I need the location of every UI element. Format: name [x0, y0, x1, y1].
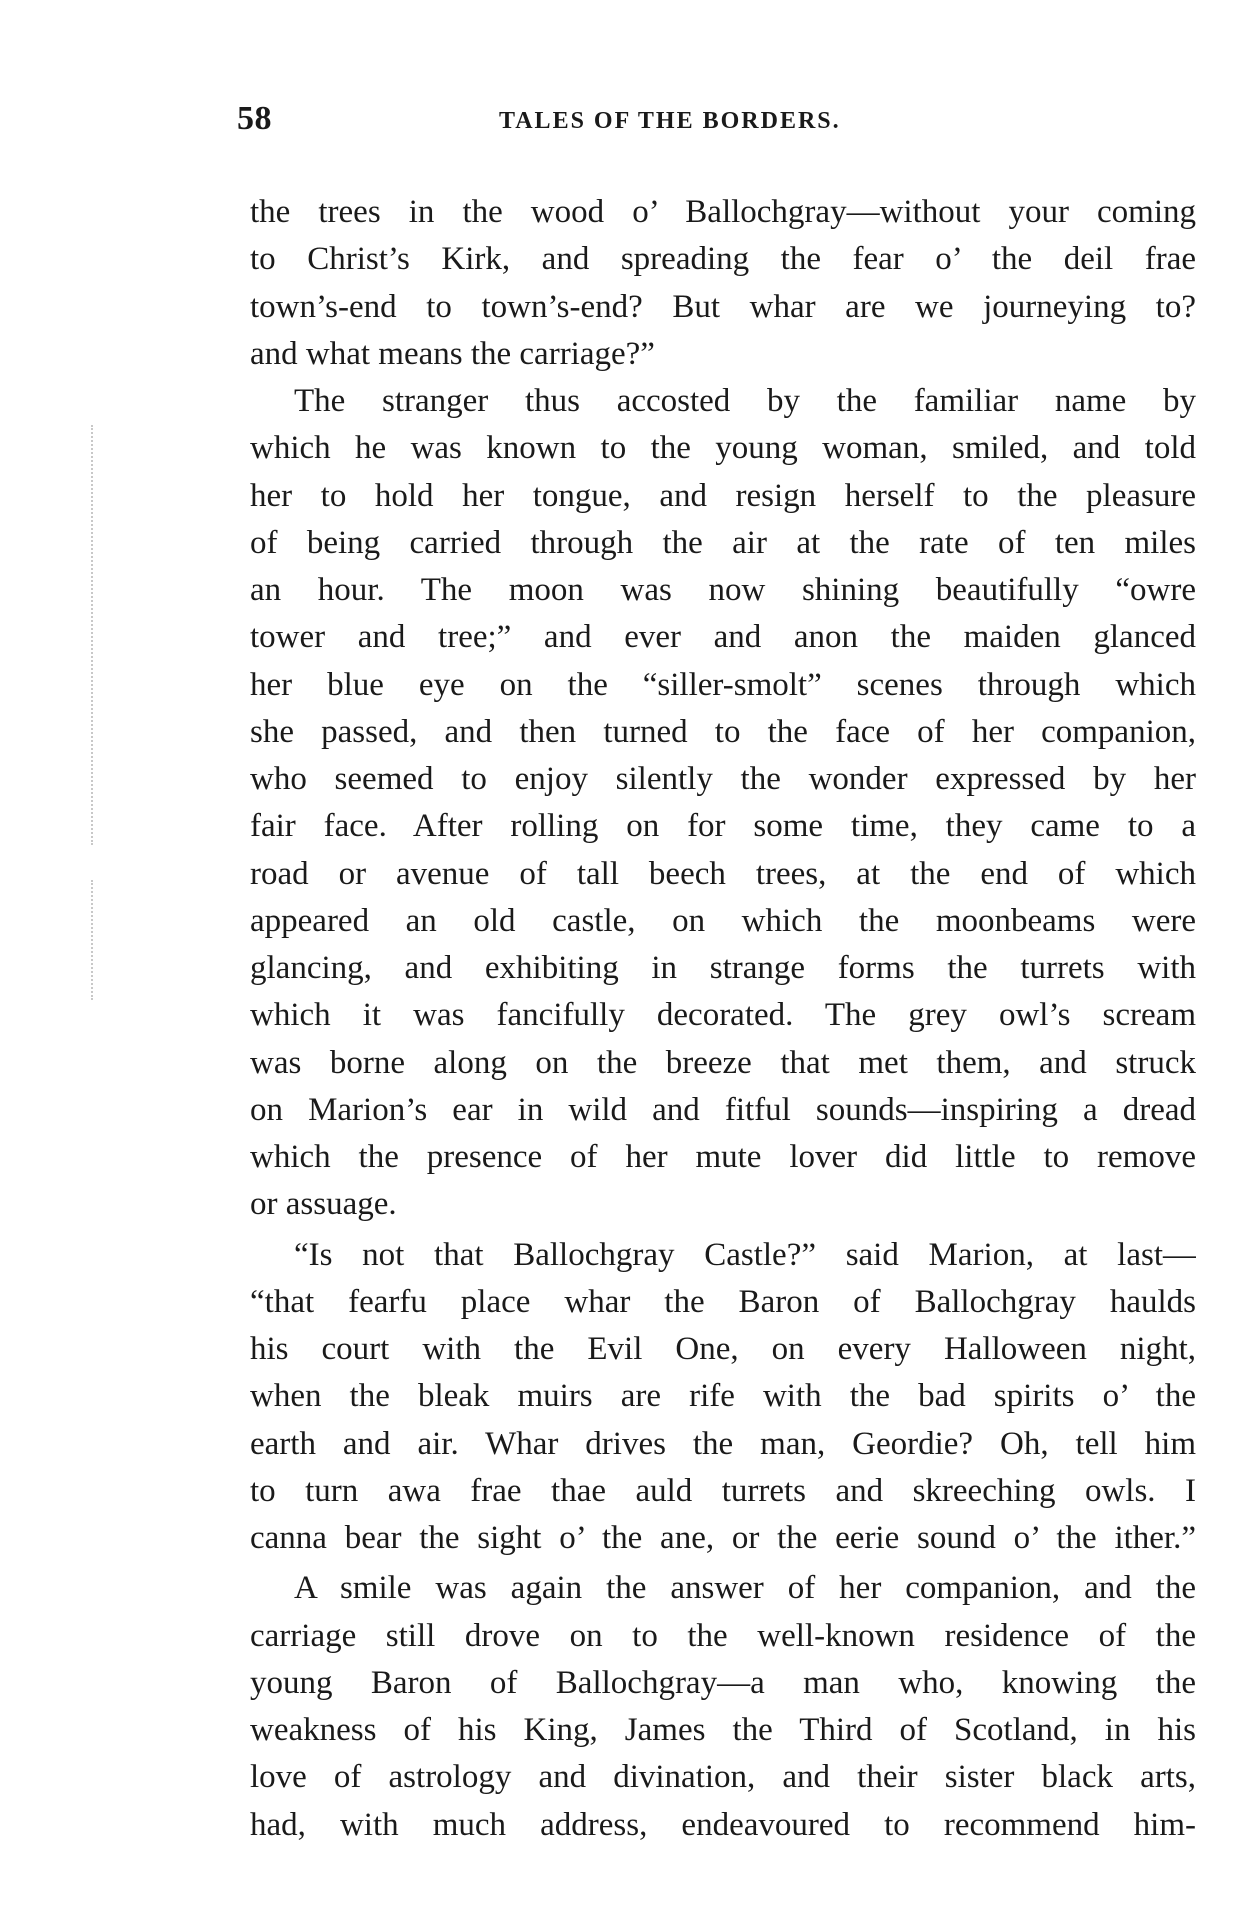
- text-line: road or avenue of tall beech trees, at the end of which: [250, 855, 1196, 892]
- running-title: TALES OF THE BORDERS.: [499, 108, 841, 134]
- text-line: which the presence of her mute lover did little to remove: [250, 1139, 1196, 1175]
- text-line: The stranger thus accosted by the familiar name by: [294, 383, 1196, 419]
- margin-speckle: [91, 425, 97, 845]
- page-header: [237, 100, 1197, 144]
- text-line: love of astrology and divination, and their sister black arts,: [250, 1759, 1196, 1796]
- text-line: on Marion’s ear in wild and fitful sounds—inspiring a dread: [250, 1091, 1196, 1128]
- text-line: her blue eye on the “siller-smolt” scenes through which: [250, 666, 1196, 703]
- text-line: appeared an old castle, on which the moonbeams were: [250, 902, 1196, 939]
- text-line: had, with much address, endeavoured to recommend him-: [250, 1806, 1196, 1843]
- text-line: her to hold her tongue, and resign herself to the pleasure: [250, 477, 1196, 514]
- text-line: an hour. The moon was now shining beautifully “owre: [250, 572, 1196, 608]
- text-line: weakness of his King, James the Third of Scotland, in his: [250, 1712, 1196, 1748]
- text-line: fair face. After rolling on for some time, they came to a: [250, 808, 1196, 845]
- text-line: when the bleak muirs are rife with the bad spirits o’ the: [250, 1378, 1196, 1415]
- text-line: which he was known to the young woman, smiled, and told: [250, 430, 1196, 467]
- body-text: [250, 189, 1196, 1849]
- margin-speckle-lower: [91, 880, 97, 1000]
- text-line: town’s-end to town’s-end? But whar are we journeying to?: [250, 288, 1196, 325]
- text-line: “Is not that Ballochgray Castle?” said Marion, at last—: [294, 1236, 1196, 1273]
- text-line: glancing, and exhibiting in strange forms the turrets with: [250, 950, 1196, 986]
- text-line: canna bear the sight o’ the ane, or the eerie sound o’ the ither.”: [250, 1520, 1196, 1556]
- text-line: she passed, and then turned to the face of her companion,: [250, 713, 1196, 750]
- text-line: who seemed to enjoy silently the wonder expressed by her: [250, 761, 1196, 797]
- text-line: A smile was again the answer of her companion, and the: [294, 1570, 1196, 1607]
- text-line: young Baron of Ballochgray—a man who, knowing the: [250, 1664, 1196, 1701]
- text-line: earth and air. Whar drives the man, Geordie? Oh, tell him: [250, 1425, 1196, 1462]
- text-line: the trees in the wood o’ Ballochgray—without your coming: [250, 194, 1196, 230]
- text-line: his court with the Evil One, on every Halloween night,: [250, 1331, 1196, 1367]
- text-line: and what means the carriage?”: [250, 335, 655, 372]
- text-line: to turn awa frae thae auld turrets and skreeching owls. I: [250, 1472, 1196, 1509]
- page-number: 58: [237, 100, 272, 137]
- text-line: to Christ’s Kirk, and spreading the fear o’ the deil frae: [250, 241, 1196, 278]
- text-line: “that fearfu place whar the Baron of Ballochgray haulds: [250, 1283, 1196, 1320]
- text-line: tower and tree;” and ever and anon the maiden glanced: [250, 619, 1196, 656]
- text-line: or assuage.: [250, 1186, 397, 1223]
- text-line: was borne along on the breeze that met them, and struck: [250, 1044, 1196, 1081]
- text-line: carriage still drove on to the well-known residence of the: [250, 1617, 1196, 1654]
- text-line: which it was fancifully decorated. The grey owl’s scream: [250, 997, 1196, 1034]
- text-line: of being carried through the air at the rate of ten miles: [250, 524, 1196, 561]
